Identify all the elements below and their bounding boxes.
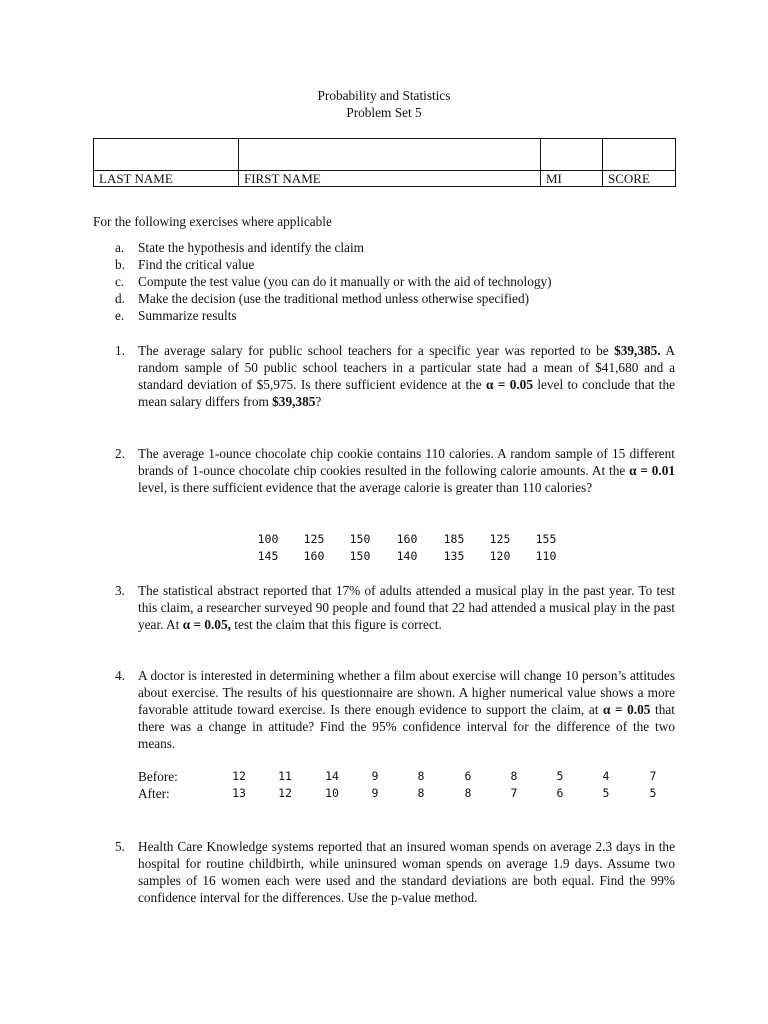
- step-text: Make the decision (use the traditional method unless otherwise specified): [138, 291, 530, 306]
- alpha-value: α = 0.05: [486, 377, 533, 392]
- calorie-value: 100: [257, 532, 279, 546]
- calorie-value: 160: [396, 532, 418, 546]
- text-run: that there was a change in attitude? Find the 95% confidence interval for the difference of the two means.: [138, 702, 675, 751]
- before-label: Before:: [138, 769, 178, 784]
- after-value: 5: [602, 786, 610, 800]
- problem-text: [138, 445, 675, 496]
- score-field[interactable]: [603, 139, 676, 171]
- text-run: ?: [315, 394, 322, 409]
- attitude-data-grid: [138, 768, 678, 804]
- before-value: 14: [325, 769, 339, 783]
- step-item: [115, 307, 552, 324]
- bold-amount: $39,385: [272, 394, 316, 409]
- last-name-field[interactable]: [94, 139, 239, 171]
- before-value: 11: [278, 769, 292, 783]
- step-text: State the hypothesis and identify the claim: [138, 240, 364, 255]
- after-value: 7: [510, 786, 518, 800]
- problem-4: [115, 667, 675, 752]
- bold-amount: $39,385.: [614, 343, 661, 358]
- step-text: Summarize results: [138, 308, 237, 323]
- calorie-value: 185: [443, 532, 465, 546]
- problem-number: 5.: [115, 839, 125, 854]
- problem-text: [138, 342, 675, 410]
- problem-text: [138, 582, 675, 633]
- problem-5: [115, 838, 675, 906]
- after-value: 12: [278, 786, 292, 800]
- text-run: The statistical abstract reported that 17% of adults attended a musical play in the past year. To test this claim, a researcher surveyed 90 people and found that 22 had attended a musical play in the past year. At: [138, 583, 675, 632]
- before-value: 8: [510, 769, 518, 783]
- calorie-value: 125: [489, 532, 511, 546]
- document-subtitle: Problem Set 5: [346, 105, 422, 120]
- before-value: 8: [417, 769, 425, 783]
- problem-2: [115, 445, 675, 496]
- after-value: 13: [232, 786, 246, 800]
- before-value: 6: [464, 769, 472, 783]
- calorie-value: 110: [535, 549, 557, 563]
- alpha-value: α = 0.01: [629, 463, 675, 478]
- problem-text: Health Care Knowledge systems reported that an insured woman spends on average 2.3 days in the hospital for routine childbirth, while uninsured woman spends on average 1.9 days. Assume two samples of 16 women each were used and the standard deviations are both equal. Find the 99% confidence interval for the differences. Use the p-value method.: [138, 839, 675, 905]
- before-value: 12: [232, 769, 246, 783]
- before-value: 7: [649, 769, 657, 783]
- alpha-value: α = 0.05: [603, 702, 651, 717]
- text-run: test the claim that this figure is correct.: [230, 617, 442, 632]
- after-value: 8: [417, 786, 425, 800]
- step-letter: a.: [115, 240, 125, 255]
- calorie-value: 125: [303, 532, 325, 546]
- step-letter: b.: [115, 257, 125, 272]
- mi-field[interactable]: [541, 139, 603, 171]
- instruction-steps: [115, 239, 552, 324]
- calorie-value: 135: [443, 549, 465, 563]
- step-item: [115, 273, 552, 290]
- instructions-intro: For the following exercises where applicable: [93, 214, 332, 229]
- step-text: Compute the test value (you can do it manually or with the aid of technology): [138, 274, 552, 289]
- document-title: Probability and Statistics: [317, 88, 451, 103]
- step-letter: c.: [115, 274, 125, 289]
- after-label: After:: [138, 786, 170, 801]
- calorie-value: 145: [257, 549, 279, 563]
- calorie-value: 160: [303, 549, 325, 563]
- step-letter: d.: [115, 291, 125, 306]
- calorie-value: 120: [489, 549, 511, 563]
- score-label: SCORE: [603, 171, 676, 187]
- last-name-label: LAST NAME: [94, 171, 239, 187]
- after-value: 6: [556, 786, 564, 800]
- calorie-value: 150: [349, 532, 371, 546]
- student-info-table: [93, 138, 676, 187]
- first-name-field[interactable]: [239, 139, 541, 171]
- text-run: level, is there sufficient evidence that the average calorie is greater than 110 calories?: [138, 480, 593, 495]
- before-value: 9: [371, 769, 379, 783]
- alpha-value: α = 0.05,: [182, 617, 231, 632]
- problem-number: 1.: [115, 343, 125, 358]
- first-name-label: FIRST NAME: [239, 171, 541, 187]
- text-run: The average salary for public school teachers for a specific year was reported to be: [138, 343, 615, 358]
- step-item: [115, 256, 552, 273]
- problem-1: [115, 342, 675, 410]
- problem-text: [138, 667, 675, 752]
- calorie-data-grid: [248, 531, 568, 567]
- after-value: 10: [325, 786, 339, 800]
- step-item: [115, 239, 552, 256]
- step-item: [115, 290, 552, 307]
- problem-number: 4.: [115, 668, 125, 683]
- calorie-value: 155: [535, 532, 557, 546]
- step-letter: e.: [115, 308, 125, 323]
- before-value: 4: [602, 769, 610, 783]
- text-run: A random sample of 50 public school teachers in a particular state had a mean of $41,680 and a standard deviation of $5,975. Is there sufficient evidence at the: [138, 343, 675, 392]
- calorie-value: 140: [396, 549, 418, 563]
- text-run: A doctor is interested in determining whether a film about exercise will change 10 person’s attitudes about exercise. The results of his questionnaire are shown. A higher numerical value shows a more favorable attitude toward exercise. Is there enough evidence to support the claim, at: [138, 668, 675, 717]
- text-run: level to conclude that the mean salary differs from: [138, 377, 675, 409]
- after-value: 5: [649, 786, 657, 800]
- problem-number: 3.: [115, 583, 125, 598]
- after-value: 9: [371, 786, 379, 800]
- mi-label: MI: [541, 171, 603, 187]
- before-value: 5: [556, 769, 564, 783]
- text-run: The average 1-ounce chocolate chip cookie contains 110 calories. A random sample of 15 different brands of 1-ounce chocolate chip cookies resulted in the following calorie amounts. At the: [138, 446, 675, 478]
- problem-number: 2.: [115, 446, 125, 461]
- problem-3: [115, 582, 675, 633]
- calorie-value: 150: [349, 549, 371, 563]
- after-value: 8: [464, 786, 472, 800]
- step-text: Find the critical value: [138, 257, 255, 272]
